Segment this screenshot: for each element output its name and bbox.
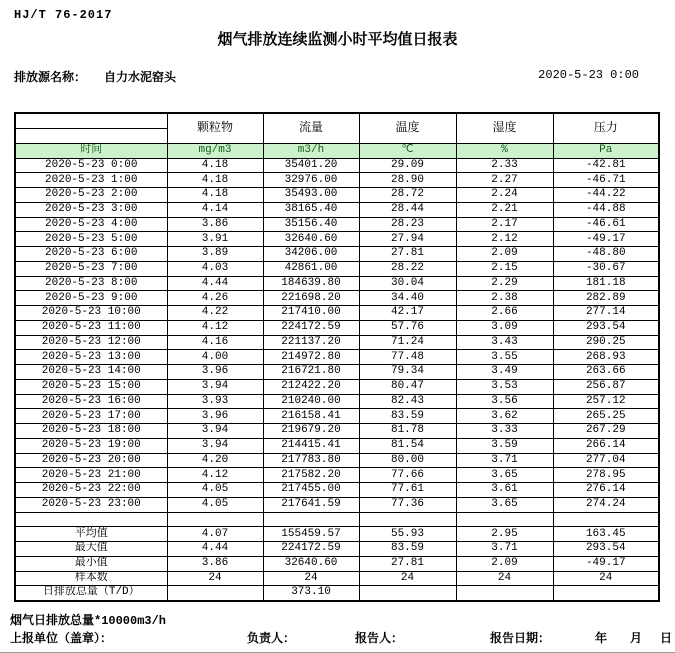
day-label: 日 — [660, 632, 673, 646]
summary-value-cell — [456, 586, 553, 601]
value-cell: 3.43 — [456, 335, 553, 350]
value-cell: 4.05 — [167, 483, 263, 498]
report-title: 烟气排放连续监测小时平均值日报表 — [217, 32, 458, 49]
value-cell: 265.25 — [553, 409, 659, 424]
value-cell: 267.29 — [553, 424, 659, 439]
report-datetime: 2020-5-23 0:00 — [538, 68, 639, 82]
value-cell: 277.04 — [553, 453, 659, 468]
time-cell: 2020-5-23 14:00 — [15, 365, 167, 380]
spacer-cell — [15, 512, 167, 527]
spacer-cell — [167, 512, 263, 527]
time-cell: 2020-5-23 6:00 — [15, 247, 167, 262]
table-row — [15, 188, 659, 203]
table-row — [15, 306, 659, 321]
value-cell: 257.12 — [553, 394, 659, 409]
summary-value-cell: 4.07 — [167, 527, 263, 542]
summary-value-cell: 24 — [167, 571, 263, 586]
value-cell: 35493.00 — [263, 188, 359, 203]
value-cell: 4.14 — [167, 202, 263, 217]
time-cell: 2020-5-23 7:00 — [15, 261, 167, 276]
value-cell: 3.94 — [167, 379, 263, 394]
report-unit-label: 上报单位（盖章）： — [10, 632, 113, 646]
time-cell: 2020-5-23 4:00 — [15, 217, 167, 232]
value-cell: 2.33 — [456, 158, 553, 173]
table-row — [15, 247, 659, 262]
reporter-label: 报告人： — [355, 632, 404, 646]
time-cell: 2020-5-23 23:00 — [15, 497, 167, 512]
value-cell: 32976.00 — [263, 173, 359, 188]
value-cell: 32640.60 — [263, 232, 359, 247]
table-row — [15, 438, 659, 453]
time-cell: 2020-5-23 13:00 — [15, 350, 167, 365]
time-cell: 2020-5-23 19:00 — [15, 438, 167, 453]
value-cell: 3.71 — [456, 453, 553, 468]
time-cell: 2020-5-23 0:00 — [15, 158, 167, 173]
unit-flow: m3/h — [263, 143, 359, 158]
summary-value-cell: 24 — [263, 571, 359, 586]
value-cell: 3.89 — [167, 247, 263, 262]
value-cell: 263.66 — [553, 365, 659, 380]
value-cell: 4.26 — [167, 291, 263, 306]
summary-value-cell — [359, 586, 456, 601]
column-header-row — [15, 113, 659, 128]
value-cell: 77.48 — [359, 350, 456, 365]
summary-row — [15, 527, 659, 542]
value-cell: 268.93 — [553, 350, 659, 365]
summary-value-cell: 2.95 — [456, 527, 553, 542]
value-cell: 210240.00 — [263, 394, 359, 409]
time-cell: 2020-5-23 3:00 — [15, 202, 167, 217]
value-cell: -49.17 — [553, 232, 659, 247]
value-cell: 4.18 — [167, 188, 263, 203]
value-cell: 38165.40 — [263, 202, 359, 217]
value-cell: 4.18 — [167, 158, 263, 173]
value-cell: 28.90 — [359, 173, 456, 188]
value-cell: 35401.20 — [263, 158, 359, 173]
value-cell: 184639.80 — [263, 276, 359, 291]
value-cell: 3.96 — [167, 365, 263, 380]
summary-value-cell: 3.86 — [167, 556, 263, 571]
col-header-flow: 流量 — [263, 113, 359, 143]
table-row — [15, 483, 659, 498]
value-cell: 2.09 — [456, 247, 553, 262]
standard-number: HJ/T 76-2017 — [14, 8, 113, 22]
value-cell: 82.43 — [359, 394, 456, 409]
value-cell: 42.17 — [359, 306, 456, 321]
value-cell: 2.29 — [456, 276, 553, 291]
value-cell: 83.59 — [359, 409, 456, 424]
value-cell: 256.87 — [553, 379, 659, 394]
value-cell: 4.05 — [167, 497, 263, 512]
table-row — [15, 379, 659, 394]
time-cell: 2020-5-23 10:00 — [15, 306, 167, 321]
value-cell: 81.54 — [359, 438, 456, 453]
summary-label-cell: 样本数 — [15, 571, 167, 586]
value-cell: 2.15 — [456, 261, 553, 276]
unit-humidity: % — [456, 143, 553, 158]
value-cell: 29.09 — [359, 158, 456, 173]
spacer-cell — [263, 512, 359, 527]
unit-temperature: ℃ — [359, 143, 456, 158]
value-cell: 221698.20 — [263, 291, 359, 306]
header-blank-cell-bottom — [15, 128, 167, 143]
value-cell: 219679.20 — [263, 424, 359, 439]
summary-value-cell: 24 — [553, 571, 659, 586]
spacer-cell — [456, 512, 553, 527]
value-cell: 3.94 — [167, 438, 263, 453]
table-row — [15, 468, 659, 483]
summary-value-cell: 83.59 — [359, 542, 456, 557]
value-cell: 181.18 — [553, 276, 659, 291]
value-cell: 3.96 — [167, 409, 263, 424]
summary-label-cell: 最大值 — [15, 542, 167, 557]
value-cell: 212422.20 — [263, 379, 359, 394]
value-cell: 34.40 — [359, 291, 456, 306]
summary-label-cell: 平均值 — [15, 527, 167, 542]
time-cell: 2020-5-23 17:00 — [15, 409, 167, 424]
table-row — [15, 409, 659, 424]
time-cell: 2020-5-23 18:00 — [15, 424, 167, 439]
value-cell: 3.94 — [167, 424, 263, 439]
table-row — [15, 365, 659, 380]
table-row — [15, 232, 659, 247]
value-cell: -30.67 — [553, 261, 659, 276]
summary-row — [15, 556, 659, 571]
value-cell: 4.16 — [167, 335, 263, 350]
summary-value-cell: 24 — [456, 571, 553, 586]
table-head — [15, 113, 659, 158]
value-cell: 4.12 — [167, 320, 263, 335]
value-cell: -46.71 — [553, 173, 659, 188]
time-cell: 2020-5-23 21:00 — [15, 468, 167, 483]
summary-row — [15, 542, 659, 557]
value-cell: -42.81 — [553, 158, 659, 173]
summary-value-cell: 55.93 — [359, 527, 456, 542]
value-cell: 224172.59 — [263, 320, 359, 335]
value-cell: 276.14 — [553, 483, 659, 498]
table-row — [15, 291, 659, 306]
value-cell: 57.76 — [359, 320, 456, 335]
value-cell: 77.66 — [359, 468, 456, 483]
value-cell: -44.88 — [553, 202, 659, 217]
value-cell: -48.80 — [553, 247, 659, 262]
table-row — [15, 394, 659, 409]
value-cell: 4.20 — [167, 453, 263, 468]
value-cell: 28.72 — [359, 188, 456, 203]
time-cell: 2020-5-23 9:00 — [15, 291, 167, 306]
value-cell: 3.59 — [456, 438, 553, 453]
value-cell: 217641.59 — [263, 497, 359, 512]
value-cell: 2.17 — [456, 217, 553, 232]
col-header-pressure: 压力 — [553, 113, 659, 143]
time-cell: 2020-5-23 12:00 — [15, 335, 167, 350]
table-body — [15, 158, 659, 601]
time-cell: 2020-5-23 5:00 — [15, 232, 167, 247]
value-cell: 3.91 — [167, 232, 263, 247]
value-cell: 221137.20 — [263, 335, 359, 350]
spacer-row — [15, 512, 659, 527]
value-cell: 277.14 — [553, 306, 659, 321]
table-row — [15, 217, 659, 232]
summary-label-cell: 最小值 — [15, 556, 167, 571]
value-cell: 28.22 — [359, 261, 456, 276]
table-row — [15, 202, 659, 217]
spacer-cell — [553, 512, 659, 527]
source-name-label: 排放源名称： — [14, 71, 87, 85]
summary-value-cell: 224172.59 — [263, 542, 359, 557]
value-cell: 77.61 — [359, 483, 456, 498]
value-cell: 30.04 — [359, 276, 456, 291]
value-cell: 278.95 — [553, 468, 659, 483]
col-header-humidity: 湿度 — [456, 113, 553, 143]
unit-row — [15, 143, 659, 158]
col-header-particulate: 颗粒物 — [167, 113, 263, 143]
summary-label-cell: 日排放总量（T/D） — [15, 586, 167, 601]
value-cell: 266.14 — [553, 438, 659, 453]
table-row — [15, 424, 659, 439]
report-date-label: 报告日期： — [490, 632, 551, 646]
value-cell: 3.65 — [456, 468, 553, 483]
value-cell: 3.33 — [456, 424, 553, 439]
summary-value-cell: 373.10 — [263, 586, 359, 601]
summary-value-cell: 3.71 — [456, 542, 553, 557]
value-cell: 28.44 — [359, 202, 456, 217]
value-cell: 2.27 — [456, 173, 553, 188]
table-row — [15, 276, 659, 291]
summary-value-cell: 24 — [359, 571, 456, 586]
value-cell: 3.86 — [167, 217, 263, 232]
value-cell: 42861.00 — [263, 261, 359, 276]
summary-value-cell: 4.44 — [167, 542, 263, 557]
value-cell: 79.34 — [359, 365, 456, 380]
month-label: 月 — [630, 632, 643, 646]
time-cell: 2020-5-23 1:00 — [15, 173, 167, 188]
table-row — [15, 335, 659, 350]
time-cell: 2020-5-23 16:00 — [15, 394, 167, 409]
value-cell: 3.93 — [167, 394, 263, 409]
value-cell: 3.55 — [456, 350, 553, 365]
summary-value-cell: 2.09 — [456, 556, 553, 571]
value-cell: 80.47 — [359, 379, 456, 394]
value-cell: 3.65 — [456, 497, 553, 512]
header-blank-cell-top — [15, 113, 167, 128]
value-cell: 2.66 — [456, 306, 553, 321]
value-cell: 3.56 — [456, 394, 553, 409]
unit-pressure: Pa — [553, 143, 659, 158]
summary-value-cell: 293.54 — [553, 542, 659, 557]
value-cell: 4.00 — [167, 350, 263, 365]
responsible-label: 负责人： — [247, 632, 296, 646]
time-cell: 2020-5-23 8:00 — [15, 276, 167, 291]
summary-value-cell: 163.45 — [553, 527, 659, 542]
value-cell: 2.38 — [456, 291, 553, 306]
value-cell: 4.03 — [167, 261, 263, 276]
value-cell: 4.22 — [167, 306, 263, 321]
value-cell: 293.54 — [553, 320, 659, 335]
time-cell: 2020-5-23 15:00 — [15, 379, 167, 394]
value-cell: 214972.80 — [263, 350, 359, 365]
value-cell: 3.53 — [456, 379, 553, 394]
source-row — [14, 68, 661, 85]
spacer-cell — [359, 512, 456, 527]
table-row — [15, 173, 659, 188]
value-cell: 216158.41 — [263, 409, 359, 424]
summary-value-cell — [553, 586, 659, 601]
value-cell: 217783.80 — [263, 453, 359, 468]
unit-particulate: mg/m3 — [167, 143, 263, 158]
monitoring-table — [14, 112, 660, 602]
value-cell: 214415.41 — [263, 438, 359, 453]
summary-value-cell — [167, 586, 263, 601]
value-cell: 77.36 — [359, 497, 456, 512]
col-header-temperature: 温度 — [359, 113, 456, 143]
table-row — [15, 497, 659, 512]
summary-value-cell: 27.81 — [359, 556, 456, 571]
table-row — [15, 350, 659, 365]
summary-value-cell: -49.17 — [553, 556, 659, 571]
footer-signature-line — [0, 629, 675, 645]
value-cell: 3.09 — [456, 320, 553, 335]
summary-row — [15, 571, 659, 586]
value-cell: 216721.80 — [263, 365, 359, 380]
value-cell: 4.44 — [167, 276, 263, 291]
table-row — [15, 261, 659, 276]
source-name-value: 自力水泥窑头 — [104, 71, 177, 85]
year-label: 年 — [595, 632, 608, 646]
time-cell: 2020-5-23 11:00 — [15, 320, 167, 335]
value-cell: 81.78 — [359, 424, 456, 439]
value-cell: 2.12 — [456, 232, 553, 247]
time-cell: 2020-5-23 22:00 — [15, 483, 167, 498]
table-row — [15, 453, 659, 468]
value-cell: 217582.20 — [263, 468, 359, 483]
table-row — [15, 320, 659, 335]
value-cell: 4.18 — [167, 173, 263, 188]
value-cell: 217455.00 — [263, 483, 359, 498]
time-cell: 2020-5-23 2:00 — [15, 188, 167, 203]
value-cell: 28.23 — [359, 217, 456, 232]
value-cell: 34206.00 — [263, 247, 359, 262]
value-cell: 3.61 — [456, 483, 553, 498]
summary-value-cell: 155459.57 — [263, 527, 359, 542]
footer-note: 烟气日排放总量*10000m3/h — [10, 614, 167, 628]
value-cell: 3.49 — [456, 365, 553, 380]
value-cell: -44.22 — [553, 188, 659, 203]
summary-value-cell: 32640.60 — [263, 556, 359, 571]
value-cell: 217410.00 — [263, 306, 359, 321]
table-row — [15, 158, 659, 173]
value-cell: 35156.40 — [263, 217, 359, 232]
time-cell: 2020-5-23 20:00 — [15, 453, 167, 468]
value-cell: 71.24 — [359, 335, 456, 350]
value-cell: 27.81 — [359, 247, 456, 262]
value-cell: 3.62 — [456, 409, 553, 424]
value-cell: 2.21 — [456, 202, 553, 217]
value-cell: 282.89 — [553, 291, 659, 306]
summary-row — [15, 586, 659, 601]
value-cell: 4.12 — [167, 468, 263, 483]
value-cell: 27.94 — [359, 232, 456, 247]
time-header-cell: 时间 — [15, 143, 167, 158]
value-cell: 80.00 — [359, 453, 456, 468]
value-cell: 274.24 — [553, 497, 659, 512]
value-cell: -46.61 — [553, 217, 659, 232]
value-cell: 2.24 — [456, 188, 553, 203]
value-cell: 290.25 — [553, 335, 659, 350]
